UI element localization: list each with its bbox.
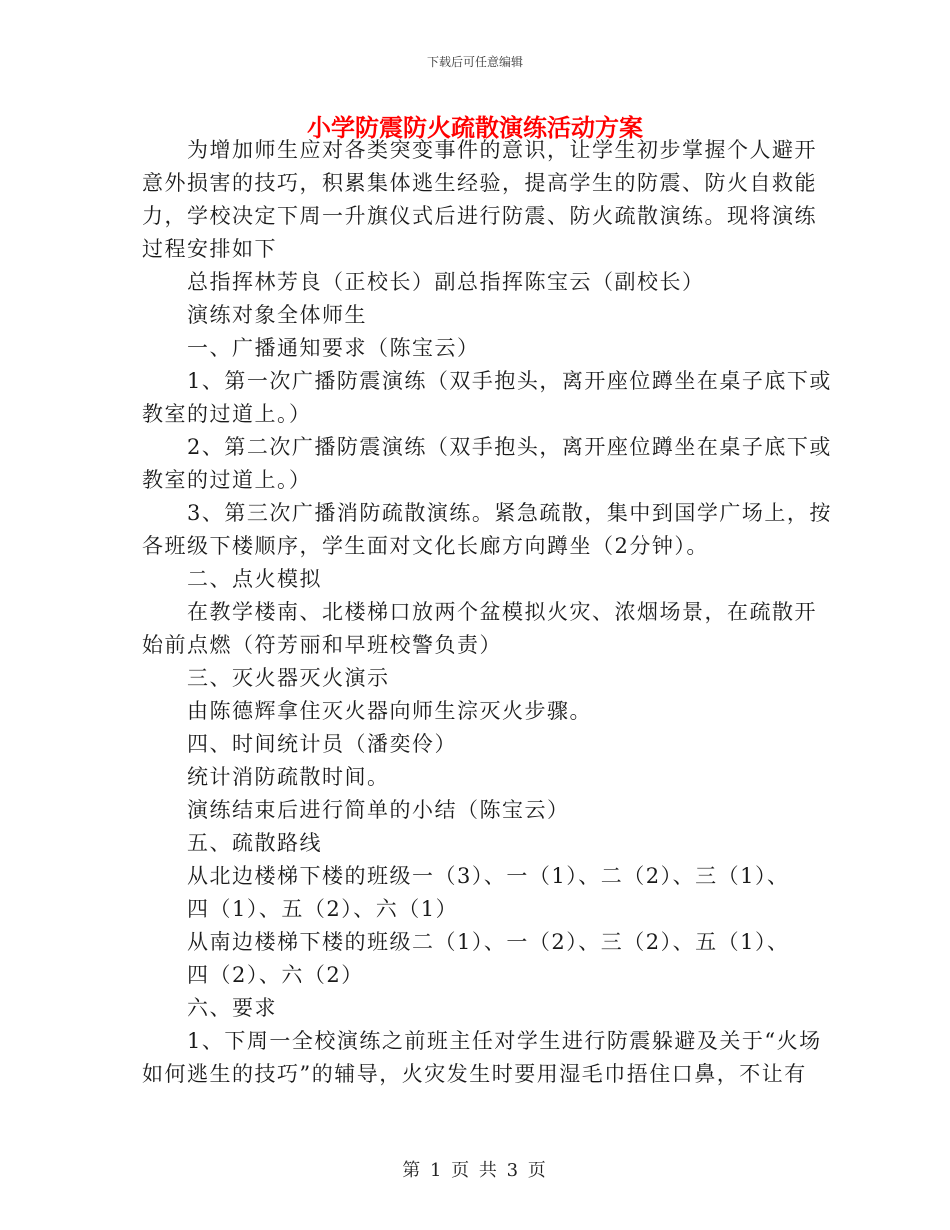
paragraph-line: 从北边楼梯下楼的班级一（3）、一（1）、二（2）、三（1）、 [187,864,790,888]
document-title: 小学防震防火疏散演练活动方案 [307,113,643,142]
paragraph-line: 1、第一次广播防震演练（双手抱头，离开座位蹲坐在桌子底下或 [187,369,832,393]
paragraph-line: 过程安排如下 [142,237,277,261]
paragraph-line: 为增加师生应对各类突变事件的意识，让学生初步掌握个人避开 [187,138,817,162]
paragraph-line: 1、下周一全校演练之前班主任对学生进行防震躲避及关于“火场 [187,1029,822,1053]
paragraph-line: 由陈德辉拿住灭火器向师生淙灭火步骤。 [187,699,592,723]
paragraph-line: 在教学楼南、北楼梯口放两个盆模拟火灾、浓烟场景，在疏散开 [187,600,817,624]
section-heading: 二、点火模拟 [187,567,322,591]
paragraph-line: 各班级下楼顺序，学生面对文化长廊方向蹲坐（2分钟）。 [142,534,709,558]
paragraph-line: 四（2）、六（2） [187,963,364,987]
section-heading: 六、要求 [187,996,277,1020]
page-number-footer: 第 1 页 共 3 页 [402,1160,548,1181]
section-heading: 五、疏散路线 [187,831,322,855]
document-body [142,134,832,1091]
paragraph-line: 演练对象全体师生 [187,303,367,327]
paragraph-line: 3、第三次广播消防疏散演练。紧急疏散，集中到国学广场上，按 [187,501,832,525]
paragraph-line: 统计消防疏散时间。 [187,765,390,789]
paragraph-line: 如何逃生的技巧”的辅导，火灾发生时要用湿毛巾捂住口鼻，不让有 [142,1062,807,1086]
paragraph-line: 四（1）、五（2）、六（1） [187,897,459,921]
paragraph-line: 始前点燃（符芳丽和早班校警负责） [142,633,502,657]
section-heading: 四、时间统计员（潘奕伶） [187,732,457,756]
paragraph-line: 总指挥林芳良（正校长）副总指挥陈宝云（副校长） [187,270,705,294]
paragraph-line: 从南边楼梯下楼的班级二（1）、一（2）、三（2）、五（1）、 [187,930,790,954]
paragraph-line: 力，学校决定下周一升旗仪式后进行防震、防火疏散演练。现将演练 [142,204,817,228]
section-heading: 三、灭火器灭火演示 [187,666,390,690]
paragraph-line: 演练结束后进行简单的小结（陈宝云） [187,798,570,822]
paragraph-line: 教室的过道上。） [142,402,312,426]
header-note: 下载后可任意编辑 [426,55,523,69]
paragraph-line: 2、第二次广播防震演练（双手抱头，离开座位蹲坐在桌子底下或 [187,435,832,459]
section-heading: 一、广播通知要求（陈宝云） [187,336,480,360]
paragraph-line: 意外损害的技巧，积累集体逃生经验，提高学生的防震、防火自救能 [142,171,817,195]
paragraph-line: 教室的过道上。） [142,468,312,492]
